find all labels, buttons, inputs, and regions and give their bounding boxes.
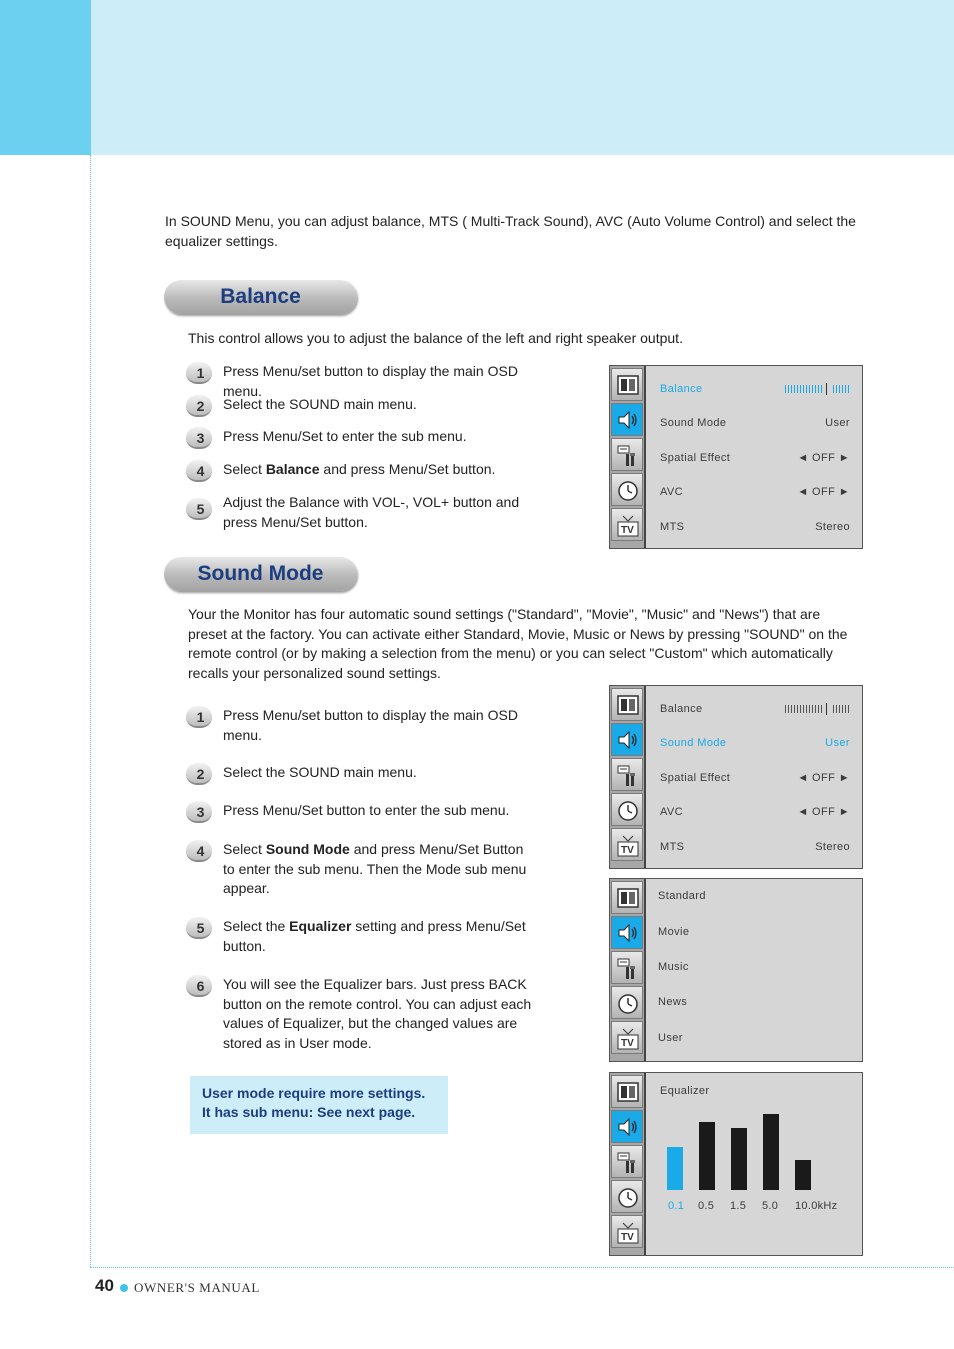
osd-icon-bar: [610, 366, 646, 548]
osd-icon-bar: [610, 686, 646, 868]
osd-balance-menu: [609, 365, 863, 549]
tools-icon: [611, 438, 643, 471]
step-text: Press Menu/Set button to enter the sub menu.: [223, 802, 510, 818]
tv-icon: [611, 828, 643, 861]
speaker-icon: [611, 723, 643, 756]
step-text: Select Sound Mode and press Menu/Set Button to enter the sub menu. Then the Mode sub menu appear.: [223, 841, 527, 896]
balance-scale: [785, 705, 850, 713]
svg-text:TV: TV: [621, 845, 634, 856]
step-text: Press Menu/set button to display the main OSD menu.: [223, 707, 518, 743]
equalizer-band-label: 1.5: [730, 1200, 747, 1212]
equalizer-bar: [795, 1160, 811, 1190]
footer-bullet: [120, 1284, 128, 1292]
step-number: 5: [186, 498, 212, 520]
osd-row-balance: Balance: [660, 703, 850, 717]
step-number: 3: [186, 801, 212, 823]
equalizer-bar: [763, 1114, 779, 1190]
speaker-icon: [611, 1110, 643, 1143]
step-text: You will see the Equalizer bars. Just press BACK button on the remote control. You can adjust each values of Equalizer, but the changed values are stored as in User mode.: [223, 976, 532, 1051]
osd-sound-mode-menu: [609, 685, 863, 869]
equalizer-title: Equalizer: [660, 1085, 710, 1097]
clock-icon: [611, 986, 643, 1019]
equalizer-band-label: 0.1: [668, 1200, 685, 1212]
tv-icon: [611, 1021, 643, 1054]
step-number: 1: [186, 362, 212, 384]
osd-row-balance: Balance: [660, 383, 850, 397]
balance-scale: [785, 385, 850, 393]
footer-label: OWNER'S MANUAL: [134, 1280, 260, 1295]
screen-icon: [611, 368, 643, 401]
svg-text:TV: TV: [621, 1038, 634, 1049]
step-number: 3: [186, 427, 212, 449]
balance-description: This control allows you to adjust the balance of the left and right speaker output.: [188, 330, 683, 346]
osd-icon-bar: [610, 1073, 646, 1255]
tools-icon: [611, 951, 643, 984]
page-number: 40: [95, 1276, 114, 1295]
step-text: Select the SOUND main menu.: [223, 396, 417, 412]
note-line-2: It has sub menu: See next page.: [202, 1104, 416, 1120]
footer-rule: [90, 1267, 954, 1268]
equalizer-bar: [731, 1128, 747, 1190]
equalizer-band-label: 5.0: [762, 1200, 779, 1212]
osd-row-mts: MTS Stereo: [660, 841, 850, 853]
step-number: 1: [186, 706, 212, 728]
clock-icon: [611, 793, 643, 826]
user-mode-note: [190, 1076, 448, 1134]
mode-news: News: [658, 996, 688, 1008]
mode-standard: Standard: [658, 890, 706, 902]
osd-mode-list: [609, 878, 863, 1062]
osd-icon-bar: [610, 879, 646, 1061]
speaker-icon: [611, 916, 643, 949]
margin-rule: [90, 155, 91, 1267]
step-text: Adjust the Balance with VOL-, VOL+ button and press Menu/Set button.: [223, 494, 520, 530]
step-text: Press Menu/Set to enter the sub menu.: [223, 428, 467, 444]
sound-mode-description: Your the Monitor has four automatic sound settings ("Standard", "Movie", "Music" and "News") that are preset at the factory. You can activate either Standard, Movie, Music or News by pressing "SOUND" on the remote control (or by making a selection from the menu) or you can select "Custom" which automatically recalls your personalized sound settings.: [188, 606, 848, 681]
intro-text: In SOUND Menu, you can adjust balance, MTS ( Multi-Track Sound), AVC (Auto Volume Control) and select the equalizer settings.: [165, 213, 856, 249]
osd-row-avc: AVC ◄ OFF ►: [660, 486, 850, 498]
osd-row-avc: AVC ◄ OFF ►: [660, 806, 850, 818]
step-text: Select Balance and press Menu/Set button.: [223, 461, 496, 477]
clock-icon: [611, 473, 643, 506]
mode-movie: Movie: [658, 926, 690, 938]
screen-icon: [611, 881, 643, 914]
header-band: [0, 0, 954, 155]
header-tab: [0, 0, 91, 155]
svg-text:TV: TV: [621, 525, 634, 536]
osd-row-spatial-effect: Spatial Effect ◄ OFF ►: [660, 772, 850, 784]
step-number: 6: [186, 975, 212, 997]
mode-music: Music: [658, 961, 689, 973]
equalizer-band-label: 0.5: [698, 1200, 715, 1212]
step-text: Select the Equalizer setting and press Menu/Set button.: [223, 918, 526, 954]
equalizer-band-label: 10.0kHz: [795, 1200, 838, 1212]
step-text: Press Menu/set button to display the main OSD menu.: [223, 363, 518, 399]
step-number: 4: [186, 840, 212, 862]
tools-icon: [611, 1145, 643, 1178]
svg-text:TV: TV: [621, 1232, 634, 1243]
osd-row-spatial-effect: Spatial Effect ◄ OFF ►: [660, 452, 850, 464]
tv-icon: [611, 508, 643, 541]
tools-icon: [611, 758, 643, 791]
step-text: Select the SOUND main menu.: [223, 764, 417, 780]
step-number: 2: [186, 395, 212, 417]
step-number: 2: [186, 763, 212, 785]
osd-row-mts: MTS Stereo: [660, 521, 850, 533]
equalizer-bar: [667, 1147, 683, 1190]
screen-icon: [611, 688, 643, 721]
sound-mode-heading: Sound Mode: [164, 557, 357, 591]
osd-row-sound-mode: Sound Mode User: [660, 417, 850, 429]
screen-icon: [611, 1075, 643, 1108]
clock-icon: [611, 1180, 643, 1213]
balance-heading: Balance: [164, 280, 357, 314]
speaker-icon: [611, 403, 643, 436]
step-number: 4: [186, 460, 212, 482]
note-line-1: User mode require more settings.: [202, 1085, 426, 1101]
tv-icon: [611, 1215, 643, 1248]
equalizer-bar: [699, 1122, 715, 1190]
step-number: 5: [186, 917, 212, 939]
mode-user: User: [658, 1032, 683, 1044]
osd-row-sound-mode: Sound Mode User: [660, 737, 850, 749]
